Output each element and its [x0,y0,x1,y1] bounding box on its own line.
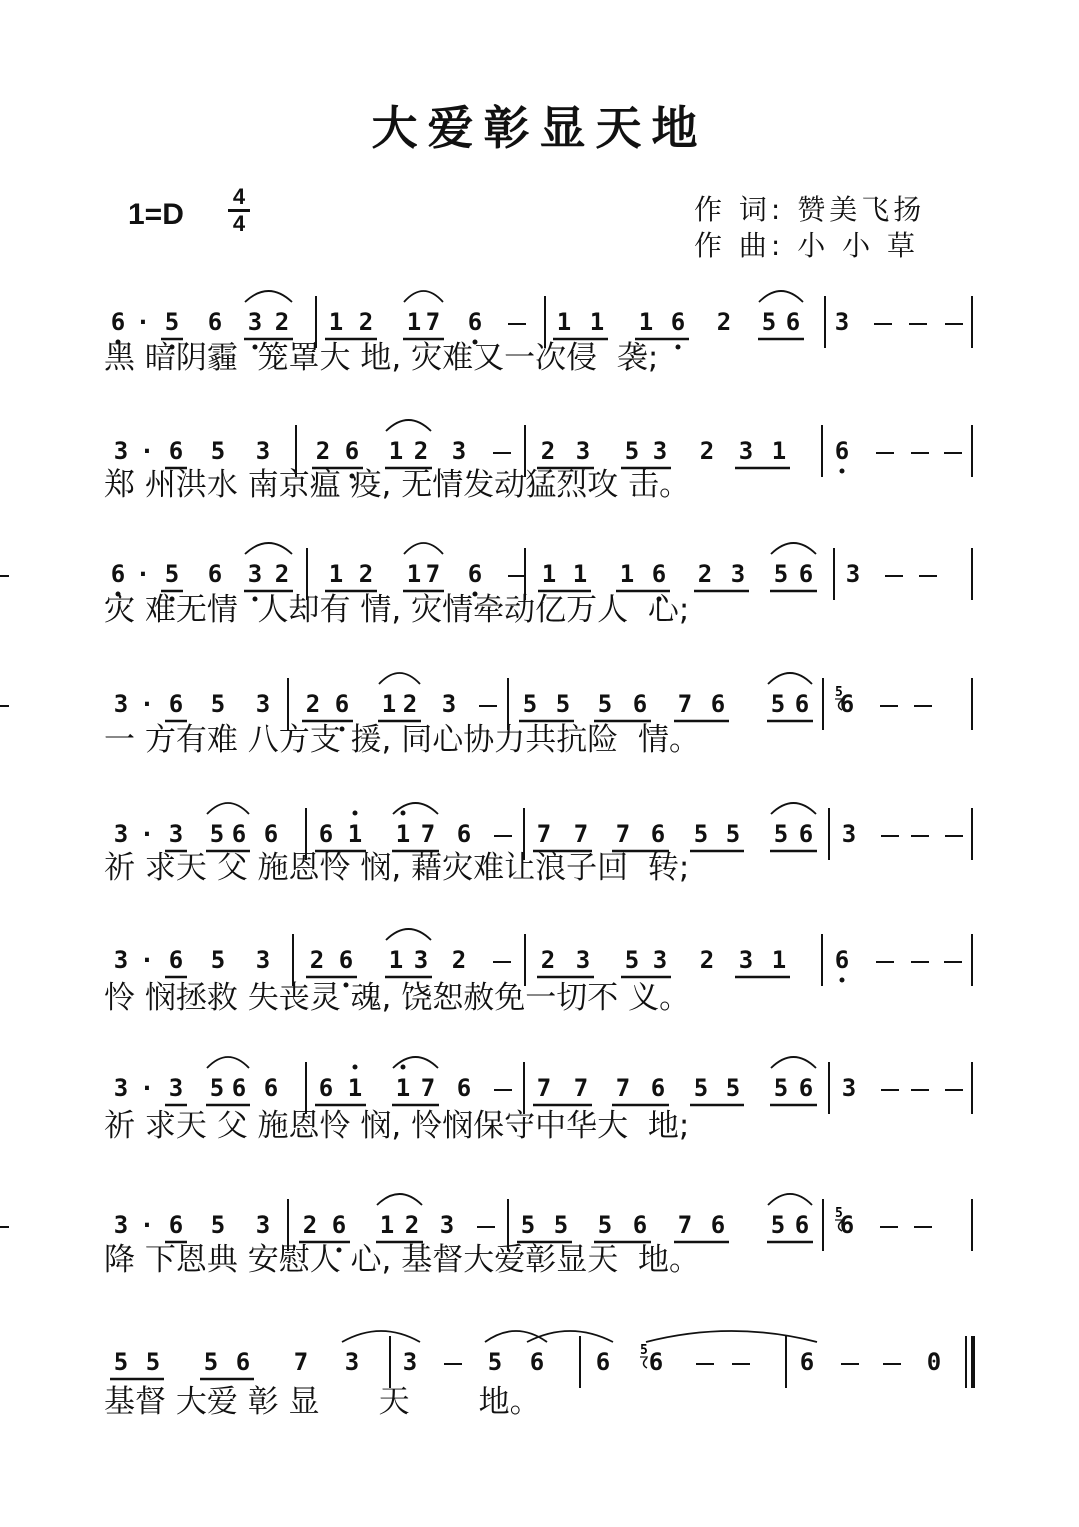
note-token: 1 [388,437,404,465]
note-token: 1 [771,946,787,974]
slur [527,1331,613,1342]
note-dash [885,575,903,579]
note-token: 7 [573,820,589,848]
note-token: 3 [255,437,271,465]
note-token: 5 [555,690,571,718]
high-octave-dot [401,1065,406,1070]
note-dash [477,1226,495,1230]
note-token: 6 [263,1074,279,1102]
note-token: 3 [113,946,129,974]
note-token: 2 [358,308,374,336]
note-token: 3 [113,1211,129,1239]
slur [245,291,292,302]
note-token: 5 [693,820,709,848]
note-token: 6 [670,308,686,336]
note-token: 3 [113,820,129,848]
note-token: 5 [725,1074,741,1102]
note-token: · [139,1074,155,1102]
note-token: 2 [358,560,374,588]
note-token: · [139,1211,155,1239]
note-token: 6 [650,1074,666,1102]
note-token: 6 [235,1348,251,1376]
note-token: 2 [699,946,715,974]
note-token: 7 [420,820,436,848]
note-token: 5 [210,690,226,718]
lyric-line: 一 方有难 八方支 援, 同心协力共抗险 情。 [104,722,700,758]
slur [393,1057,438,1068]
slur [207,803,249,814]
note-token: 2 [315,437,331,465]
note-token: 1 [379,1211,395,1239]
note-dash [944,961,962,965]
note-dash [909,323,927,327]
note-token: 3 [255,690,271,718]
note-dash [494,1089,512,1093]
key-signature: 1=D [128,198,184,231]
note-token: 3 [247,560,263,588]
note-dash [696,1363,714,1367]
note-token: 1 [347,820,363,848]
note-token: 3 [841,1074,857,1102]
note-token: 5 [164,308,180,336]
lyric-line: 黑 暗阴霾 笼罩大 地, 灾难又一次侵 袭; [104,340,659,376]
slur [768,1194,812,1205]
lyricist-credit: 作 词: 赞美飞扬 [694,193,926,226]
note-token: 6 [168,690,184,718]
slur [759,291,803,302]
note-token: 6 [710,690,726,718]
note-token: 3 [344,1348,360,1376]
note-token: 5 [597,690,613,718]
note-token: 5 [209,1074,225,1102]
note-token: 6 [798,560,814,588]
note-token: 6 [456,820,472,848]
note-token: 6 [334,690,350,718]
slur [393,803,438,814]
time-signature-top: 4 [232,184,246,209]
note-dash [911,452,929,456]
note-token: 1 [395,820,411,848]
note-token: 6 [839,1211,855,1239]
note-token: 6 [467,560,483,588]
note-dash [493,961,511,965]
note-token: 3 [738,946,754,974]
note-token: 3 [841,820,857,848]
note-dash [0,1226,9,1230]
note-token: 6 [110,308,126,336]
note-token: 6 [650,820,666,848]
lyric-line: 祈 求天 父 施恩怜 悯, 怜悯保守中华大 地; [104,1108,690,1144]
note-token: 3 [575,437,591,465]
note-token: 6 [798,820,814,848]
note-token: 3 [652,946,668,974]
slur [342,1331,420,1342]
note-dash [841,1363,859,1367]
note-token: 6 [632,690,648,718]
note-dash [914,705,932,709]
note-token: 3 [845,560,861,588]
note-token: 2 [305,690,321,718]
note-token: 5 [203,1348,219,1376]
note-token: 6 [168,946,184,974]
note-token: 2 [716,308,732,336]
note-dash [945,835,963,839]
note-token: 7 [420,1074,436,1102]
note-token: 6 [710,1211,726,1239]
note-token: 5 [145,1348,161,1376]
note-token: 5 [770,690,786,718]
note-token: 6 [338,946,354,974]
note-dash [880,1226,898,1230]
song-title: 大爱彰显天地 [371,101,708,155]
note-token: 7 [677,1211,693,1239]
slur [379,673,420,684]
note-token: · [139,820,155,848]
note-dash [883,1363,901,1367]
note-token: 6 [168,1211,184,1239]
note-token: 3 [168,820,184,848]
note-token: 5 [624,946,640,974]
note-token: 6 [595,1348,611,1376]
note-dash [876,452,894,456]
note-token: 1 [328,560,344,588]
note-token: 2 [274,560,290,588]
note-token: 2 [699,437,715,465]
slur [646,1331,817,1342]
note-token: 3 [402,1348,418,1376]
note-token: 3 [255,1211,271,1239]
note-token: 3 [113,1074,129,1102]
slur [245,543,292,554]
note-token: 1 [388,946,404,974]
note-token: 7 [425,560,441,588]
note-token: 6 [834,946,850,974]
note-token: 5 [487,1348,503,1376]
note-token: 3 [834,308,850,336]
composer-credit: 作 曲: 小 小 草 [694,229,920,262]
note-token: 3 [451,437,467,465]
note-dash [944,452,962,456]
note-token: 3 [738,437,754,465]
note-token: 1 [381,690,397,718]
note-dash [444,1363,462,1367]
note-dash [0,705,9,709]
note-token: 2 [540,946,556,974]
note-token: 5 [770,1211,786,1239]
note-token: 6 [529,1348,545,1376]
grace-note: 5 [835,685,843,700]
note-token: 7 [536,820,552,848]
note-token: 5 [209,820,225,848]
note-token: 2 [274,308,290,336]
note-dash [881,835,899,839]
note-token: 6 [207,308,223,336]
note-token: 3 [439,1211,455,1239]
slur [768,673,812,684]
note-token: 5 [520,1211,536,1239]
note-token: 5 [597,1211,613,1239]
note-token: 6 [231,820,247,848]
note-token: 6 [632,1211,648,1239]
note-token: 5 [553,1211,569,1239]
note-dash [919,575,937,579]
note-token: 1 [771,437,787,465]
note-token: 5 [761,308,777,336]
note-token: 7 [536,1074,552,1102]
note-token: 1 [572,560,588,588]
note-token: 2 [697,560,713,588]
note-token: 1 [406,308,422,336]
note-token: 2 [309,946,325,974]
note-token: 2 [302,1211,318,1239]
note-token: 5 [624,437,640,465]
note-token: 1 [638,308,654,336]
lyric-line: 降 下恩典 安慰人 心, 基督大爱彰显天 地。 [104,1242,700,1278]
note-dash [880,705,898,709]
note-dash [911,961,929,965]
grace-note: 5 [835,1206,843,1221]
note-token: 6 [648,1348,664,1376]
note-token: 6 [651,560,667,588]
note-dash [876,961,894,965]
time-signature-bottom: 4 [232,211,246,236]
note-token: 1 [589,308,605,336]
note-token: 5 [773,1074,789,1102]
low-octave-dot [840,469,845,474]
note-token: 5 [693,1074,709,1102]
note-token: 1 [619,560,635,588]
lyric-line: 基督 大爱 彰 显 天 地。 [104,1384,541,1420]
note-token: 7 [425,308,441,336]
note-token: 1 [395,1074,411,1102]
note-token: 7 [615,820,631,848]
note-token: 6 [798,1074,814,1102]
note-token: 7 [615,1074,631,1102]
note-token: 6 [318,1074,334,1102]
note-token: 1 [328,308,344,336]
slur [386,420,431,431]
note-token: 6 [794,1211,810,1239]
note-token: 5 [522,690,538,718]
note-dash [945,1089,963,1093]
note-dash [493,452,511,456]
high-octave-dot [353,1065,358,1070]
note-token: 5 [210,437,226,465]
high-octave-dot [353,811,358,816]
high-octave-dot [401,811,406,816]
note-token: 3 [413,946,429,974]
note-token: 2 [402,690,418,718]
note-token: 3 [652,437,668,465]
note-token: 3 [168,1074,184,1102]
note-dash [508,575,526,579]
note-token: 3 [113,690,129,718]
note-dash [0,575,9,579]
note-token: 6 [344,437,360,465]
note-token: 7 [293,1348,309,1376]
note-token: 1 [406,560,422,588]
lyric-line: 郑 州洪水 南京瘟 疫, 无情发动猛烈攻 击。 [104,467,691,503]
grace-note: 5 [640,1343,648,1358]
note-token: 5 [210,946,226,974]
note-token: · [139,437,155,465]
note-token: 6 [331,1211,347,1239]
note-token: 6 [263,820,279,848]
note-dash [881,1089,899,1093]
note-token: 3 [441,690,457,718]
note-token: 6 [794,690,810,718]
note-token: 6 [168,437,184,465]
note-token: 1 [541,560,557,588]
note-token: 3 [247,308,263,336]
note-token: 2 [404,1211,420,1239]
note-token: 6 [456,1074,472,1102]
note-dash [732,1363,750,1367]
lyric-line: 怜 悯拯救 失丧灵 魂, 饶恕赦免一切不 义。 [104,980,691,1016]
note-token: · [135,308,151,336]
note-dash [874,323,892,327]
note-token: 5 [113,1348,129,1376]
lyric-line: 祈 求天 父 施恩怜 悯, 藉灾难让浪子回 转; [104,850,690,886]
note-token: 5 [210,1211,226,1239]
note-dash [479,705,497,709]
note-token: 5 [725,820,741,848]
note-token: 6 [110,560,126,588]
note-token: 1 [556,308,572,336]
note-dash [494,835,512,839]
note-token: 3 [255,946,271,974]
note-token: 6 [799,1348,815,1376]
note-token: 7 [573,1074,589,1102]
note-token: 6 [839,690,855,718]
slur [404,291,443,302]
note-token: 3 [575,946,591,974]
low-octave-dot [840,978,845,983]
note-token: 0 [926,1348,942,1376]
note-token: 2 [540,437,556,465]
lyric-line: 灾 难无情 人却有 情, 灾情牵动亿万人 心; [104,592,690,628]
slur [404,543,443,554]
note-dash [945,323,963,327]
note-token: 6 [318,820,334,848]
note-token: · [135,560,151,588]
note-token: 2 [413,437,429,465]
note-token: 6 [207,560,223,588]
note-token: 5 [164,560,180,588]
slur [771,803,816,814]
note-token: 2 [451,946,467,974]
note-token: 6 [834,437,850,465]
note-dash [911,835,929,839]
note-token: 7 [677,690,693,718]
slur [377,1194,422,1205]
note-token: · [139,946,155,974]
note-token: 6 [467,308,483,336]
note-token: 1 [347,1074,363,1102]
note-dash [508,323,526,327]
slur [207,1057,249,1068]
slur [386,929,431,940]
note-token: · [139,690,155,718]
note-dash [911,1089,929,1093]
slur [771,543,816,554]
note-token: 6 [785,308,801,336]
note-dash [914,1226,932,1230]
note-token: 3 [730,560,746,588]
note-token: 5 [773,820,789,848]
note-token: 3 [113,437,129,465]
note-token: 6 [231,1074,247,1102]
note-token: 5 [773,560,789,588]
low-octave-dot [676,345,681,350]
slur [771,1057,816,1068]
